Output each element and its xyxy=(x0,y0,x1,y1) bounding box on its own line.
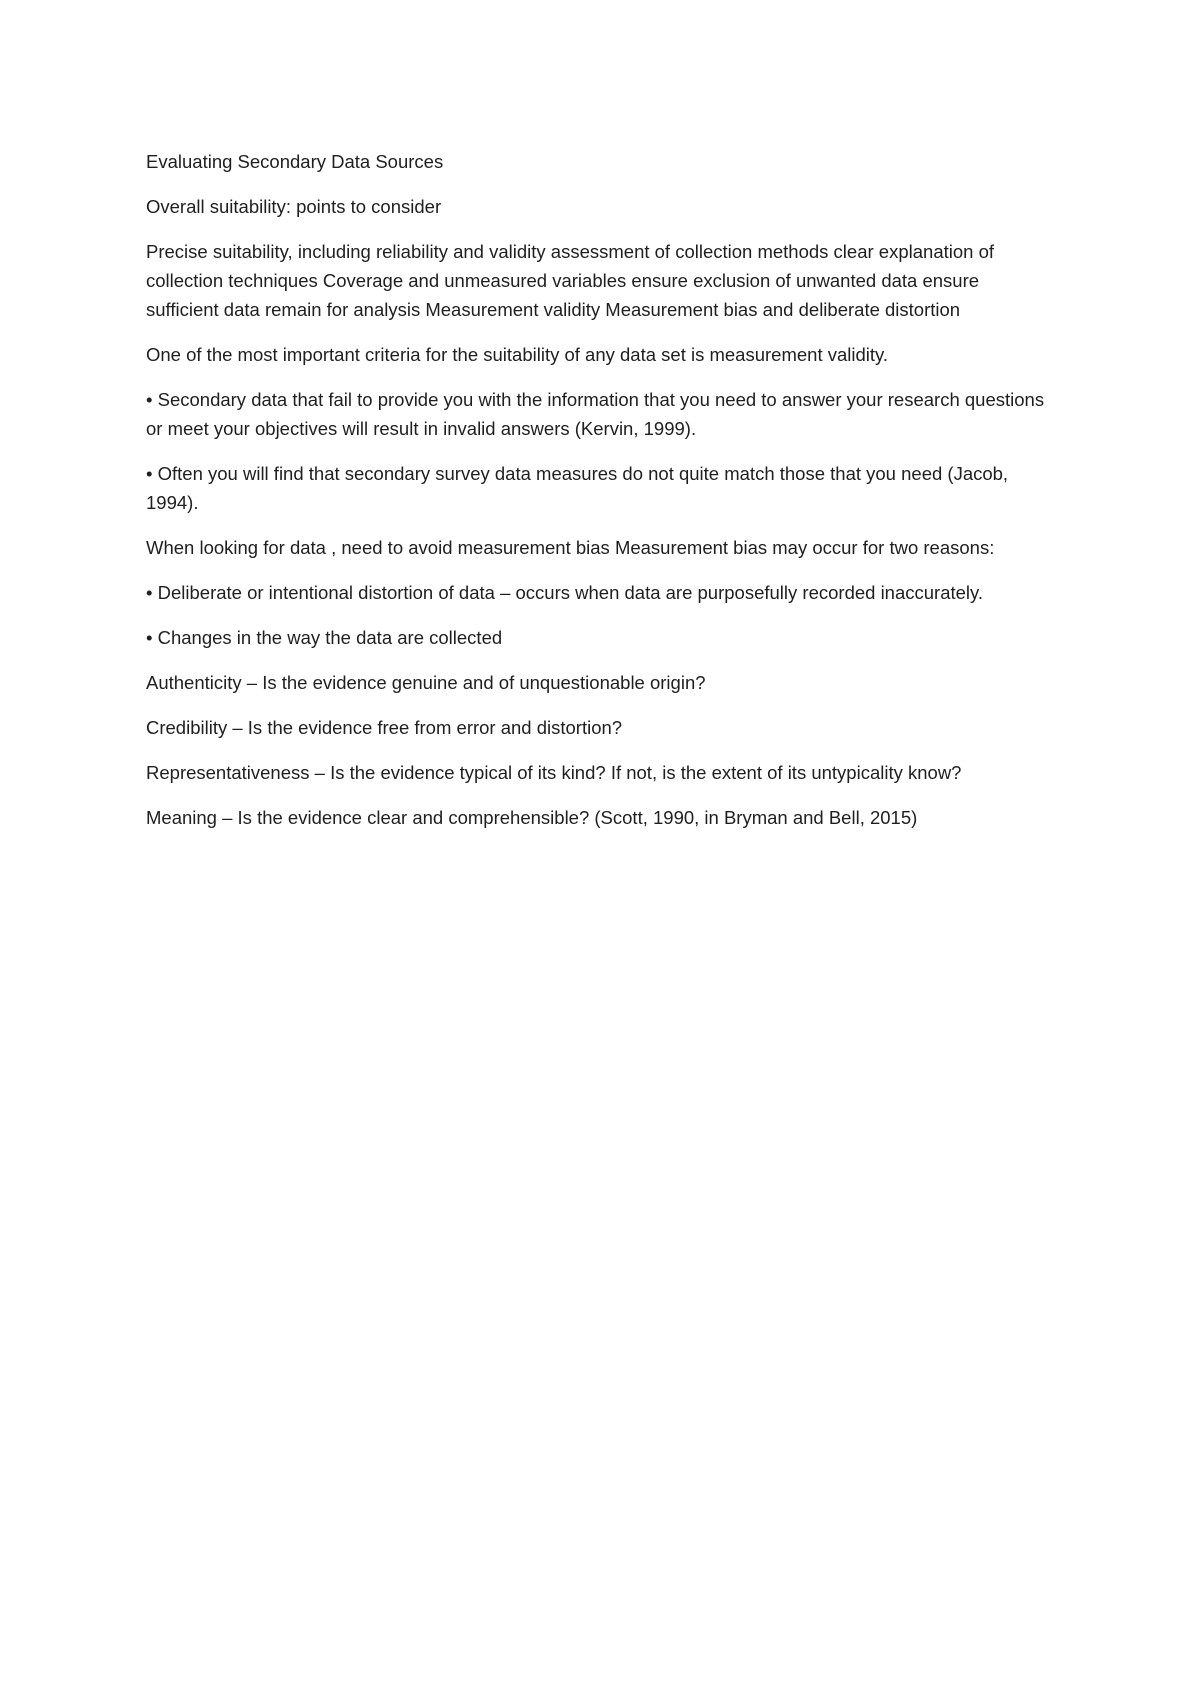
representativeness-paragraph: Representativeness – Is the evidence typical of its kind? If not, is the extent of its untypicality know? xyxy=(146,762,962,783)
bullet-deliberate-distortion: • Deliberate or intentional distortion of data – occurs when data are purposefully recorded inaccurately. xyxy=(146,582,984,603)
points-paragraph: Precise suitability, including reliability and validity assessment of collection methods clear explanation of collection techniques Coverage and unmeasured variables ensure exclusion of unwanted data ensure sufficient data remain for analysis Measurement validity Measurement bias and deliberate distortion xyxy=(146,241,995,320)
bullet-fail-to-provide: • Secondary data that fail to provide you with the information that you need to answer your research questions or meet your objectives will result in invalid answers (Kervin, 1999). xyxy=(146,389,1045,439)
document-title: Evaluating Secondary Data Sources xyxy=(146,151,444,172)
authenticity-paragraph: Authenticity – Is the evidence genuine and of unquestionable origin? xyxy=(146,672,706,693)
credibility-paragraph: Credibility – Is the evidence free from error and distortion? xyxy=(146,717,623,738)
subheading: Overall suitability: points to consider xyxy=(146,196,442,217)
measurement-validity-paragraph: One of the most important criteria for the suitability of any data set is measurement validity. xyxy=(146,344,889,365)
bullet-changes-in-collection: • Changes in the way the data are collected xyxy=(146,627,503,648)
measurement-bias-paragraph: When looking for data , need to avoid measurement bias Measurement bias may occur for two reasons: xyxy=(146,537,995,558)
document-body xyxy=(146,147,1051,848)
bullet-often-not-match: • Often you will find that secondary survey data measures do not quite match those that you need (Jacob, 1994). xyxy=(146,463,1009,513)
meaning-paragraph: Meaning – Is the evidence clear and comprehensible? (Scott, 1990, in Bryman and Bell, 2015) xyxy=(146,807,918,828)
